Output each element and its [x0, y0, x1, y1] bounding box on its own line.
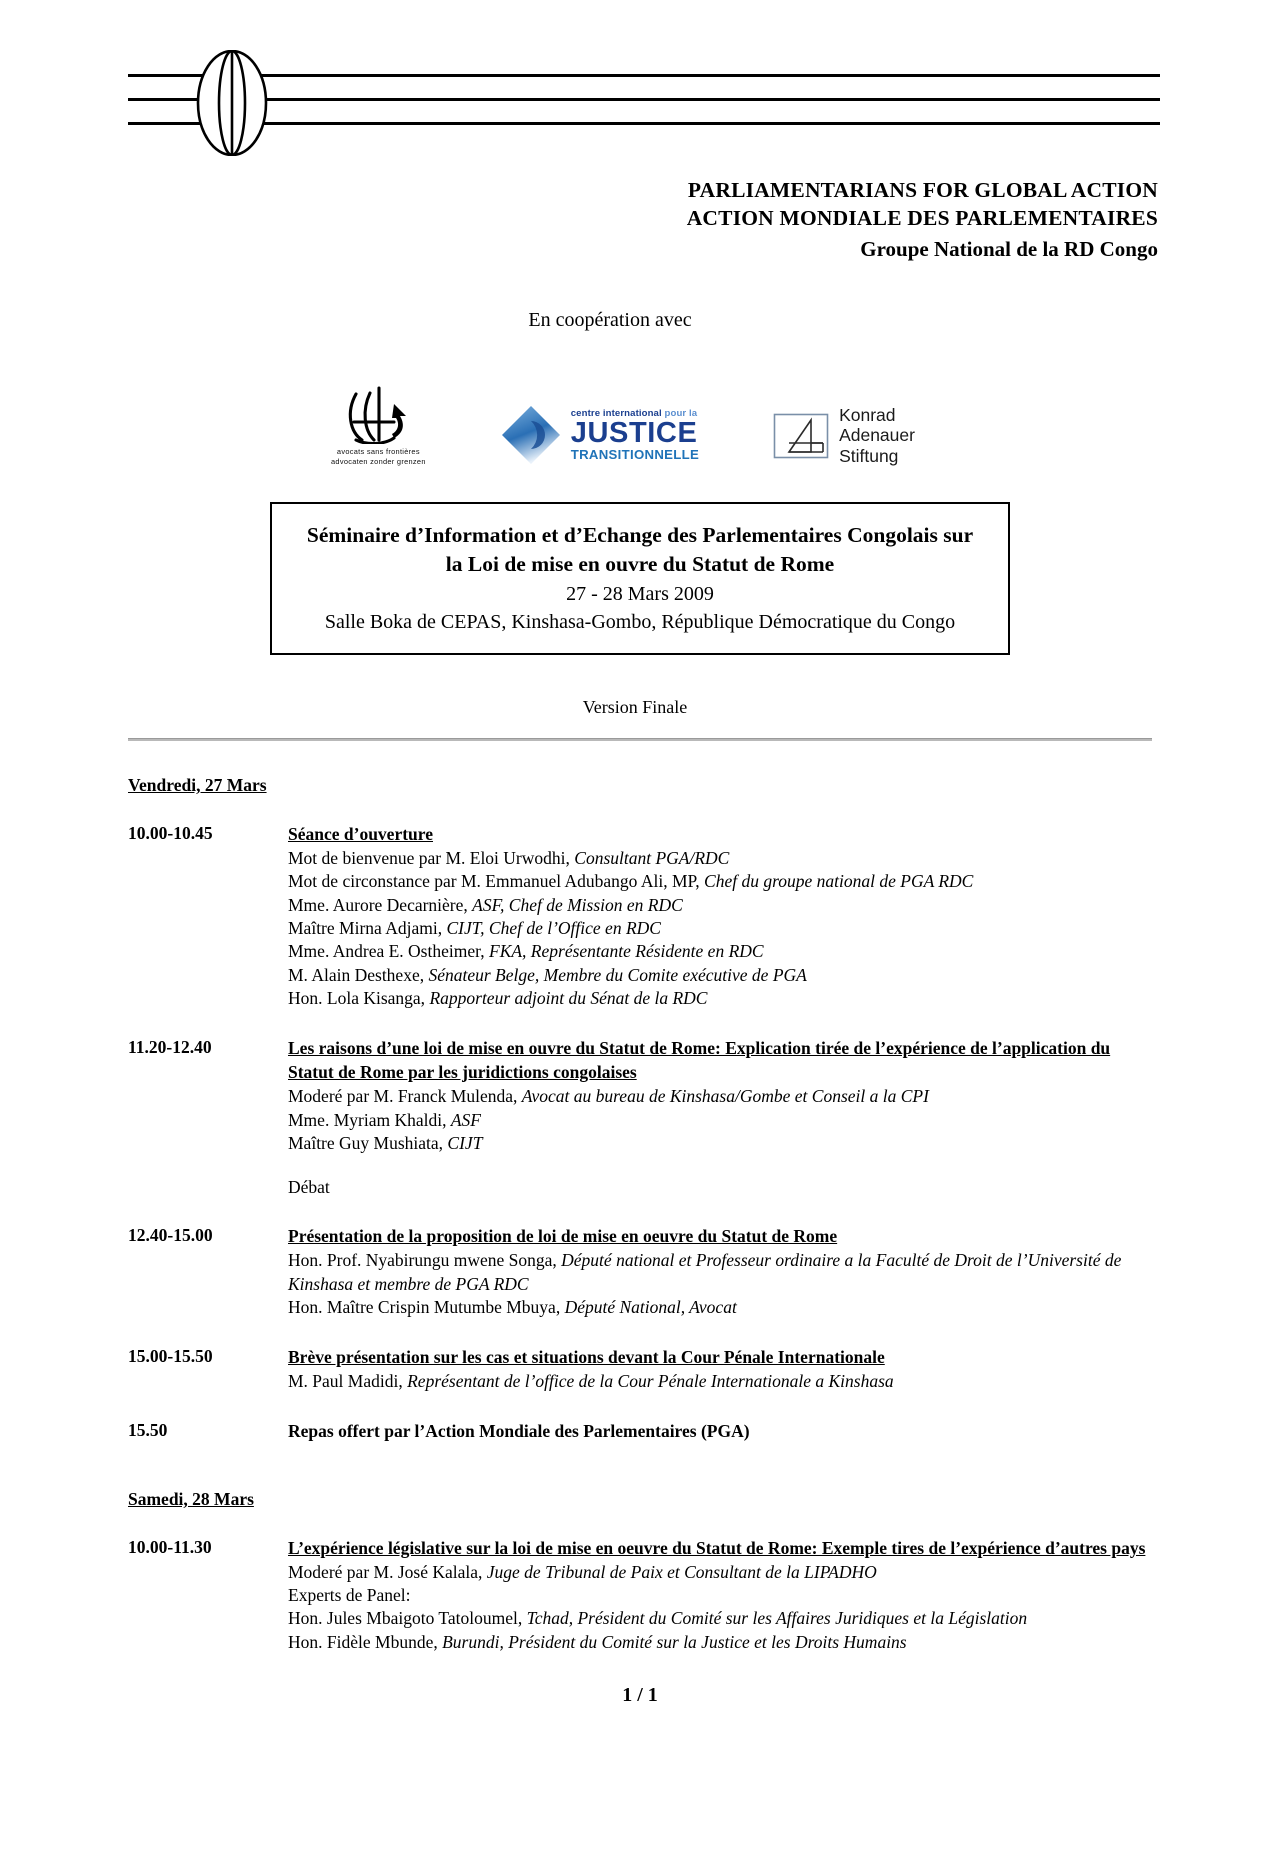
slot-line — [288, 964, 1152, 987]
slot-title: Séance d’ouverture — [288, 824, 433, 845]
slot-time: 15.50 — [128, 1420, 168, 1441]
slot-line-plain: Hon. Fidèle Mbunde, — [288, 1631, 443, 1652]
slot-body — [288, 822, 1152, 1010]
slot-line — [288, 1132, 1152, 1155]
slot-line — [288, 1109, 1152, 1132]
event-title-line-2: la Loi de mise en ouvre du Statut de Rome — [445, 552, 835, 577]
partner-logo-ictj — [500, 404, 699, 466]
slot-line-role: FKA, Représentante Résidente en RDC — [489, 941, 764, 962]
slot-line-role: CIJT, Chef de l’Office en RDC — [446, 918, 661, 938]
document-page — [0, 52, 1280, 1864]
slot-line-plain: Moderé par M. José Kalala, — [288, 1561, 487, 1582]
slot-line-plain: M. Paul Madidi, — [288, 1371, 408, 1392]
agenda-slot — [128, 822, 1152, 1010]
slot-title: Les raisons d’une loi de mise en ouvre du Statut de Rome: Explication tirée de l’expérience de l’application du Statut de Rome par les juridictions congolaises — [288, 1038, 1111, 1083]
org-national-group: Groupe National de la RD Congo — [860, 236, 1158, 261]
ictj-subwordmark: TRANSITIONNELLE — [570, 447, 700, 463]
globe-icon — [196, 50, 268, 156]
partner-logo-asf — [331, 382, 426, 467]
slot-line-role: Consultant PGA/RDC — [574, 848, 730, 869]
ictj-diamond-icon — [500, 404, 562, 466]
event-title-box — [270, 502, 1010, 655]
slot-line — [288, 870, 1152, 893]
slot-time: 11.20-12.40 — [128, 1037, 212, 1058]
agenda-slot — [128, 1036, 1152, 1198]
slot-extra: Débat — [288, 1177, 330, 1198]
slot-time: 10.00-11.30 — [128, 1536, 212, 1557]
kas-line-2: Adenauer — [839, 425, 915, 446]
partner-logos — [0, 366, 1280, 466]
slot-line-plain: Hon. Prof. Nyabirungu mwene Songa, — [288, 1250, 562, 1271]
slot-line-role: Avocat au bureau de Kinshasa/Gombe et Conseil a la CPI — [521, 1086, 929, 1107]
event-venue: Salle Boka de CEPAS, Kinshasa-Gombo, République Démocratique du Congo — [324, 611, 956, 634]
kas-triangle-icon — [773, 413, 829, 459]
header-rule-bottom — [128, 122, 1160, 125]
slot-body — [288, 1345, 1152, 1393]
asf-caption-nl: advocaten zonder grenzen — [331, 456, 426, 466]
slot-time: 10.00-10.45 — [128, 823, 213, 844]
asf-caption-fr: avocats sans frontières — [336, 446, 420, 456]
header-rules — [128, 74, 1160, 134]
slot-line — [288, 940, 1152, 963]
ictj-wordmark: JUSTICE — [570, 416, 698, 449]
slot-line-plain: Hon. Maître Crispin Mutumbe Mbuya, — [288, 1296, 565, 1317]
slot-line — [288, 1249, 1152, 1296]
slot-line-plain: Hon. Lola Kisanga, — [288, 987, 430, 1008]
kas-line-1: Konrad — [839, 404, 896, 425]
section-divider — [128, 738, 1152, 741]
partner-logo-kas — [773, 405, 915, 467]
header-rule-top — [128, 74, 1160, 77]
slot-line — [288, 917, 1152, 940]
slot-title: Repas offert par l’Action Mondiale des Parlementaires (PGA) — [288, 1421, 750, 1442]
slot-line-plain: Mot de bienvenue par M. Eloi Urwodhi, — [288, 848, 575, 869]
agenda-slot — [128, 1224, 1152, 1319]
slot-line-role: ASF, Chef de Mission en RDC — [472, 894, 683, 915]
slot-line — [288, 1296, 1152, 1319]
ictj-tagline-b: pour la — [661, 407, 698, 419]
slot-line — [288, 1561, 1152, 1584]
slot-line-plain: Hon. Jules Mbaigoto Tatoloumel, — [288, 1608, 527, 1629]
slot-title: Présentation de la proposition de loi de mise en oeuvre du Statut de Rome — [288, 1226, 838, 1247]
org-name-english: PARLIAMENTARIANS FOR GLOBAL ACTION — [687, 178, 1158, 202]
slot-line — [288, 1607, 1152, 1630]
kas-line-3: Stiftung — [839, 445, 899, 466]
slot-title: L’expérience législative sur la loi de mise en oeuvre du Statut de Rome: Exemple tires de l’expérience d’autres pays — [288, 1537, 1146, 1558]
slot-line-plain: Moderé par M. Franck Mulenda, — [288, 1086, 522, 1107]
day-heading: Samedi, 28 Mars — [128, 1488, 254, 1509]
event-dates: 27 - 28 Mars 2009 — [566, 583, 714, 606]
document-header — [128, 52, 1160, 172]
slot-line-plain: Maître Guy Mushiata, — [288, 1132, 448, 1153]
slot-line-plain: Mot de circonstance par M. Emmanuel Adubango Ali, MP, — [288, 871, 705, 892]
slot-body — [288, 1224, 1152, 1319]
org-name-french: ACTION MONDIALE DES PARLEMENTAIRES — [686, 206, 1158, 231]
slot-line-plain: Mme. Aurore Decarnière, — [288, 894, 473, 915]
asf-caption — [331, 447, 426, 467]
slot-line-role: CIJT — [447, 1132, 483, 1153]
slot-time: 15.00-15.50 — [128, 1346, 213, 1367]
slot-line-role: ASF — [450, 1109, 481, 1130]
slot-line-plain: Mme. Andrea E. Ostheimer, — [288, 941, 489, 962]
slot-line — [288, 894, 1152, 917]
kas-wordmark — [839, 405, 915, 467]
slot-title: Brève présentation sur les cas et situations devant la Cour Pénale Internationale — [288, 1347, 885, 1368]
slot-time: 12.40-15.00 — [128, 1225, 213, 1246]
slot-line-role: Juge de Tribunal de Paix et Consultant de la LIPADHO — [486, 1561, 877, 1582]
slot-line-role: Député National, Avocat — [564, 1296, 737, 1317]
slot-line-role: Sénateur Belge, Membre du Comite exécutive de PGA — [428, 964, 807, 985]
version-label: Version Finale — [582, 697, 688, 718]
slot-line — [288, 1085, 1152, 1108]
slot-line-plain: Experts de Panel: — [288, 1585, 411, 1606]
header-rule-middle — [128, 98, 1160, 101]
page-number: 1 / 1 — [622, 1683, 658, 1706]
slot-line-role: Burundi, Président du Comité sur la Justice et les Droits Humains — [442, 1631, 907, 1652]
asf-globe-arrow-icon — [332, 382, 424, 444]
day-heading: Vendredi, 27 Mars — [128, 775, 267, 796]
slot-line-role: Tchad, Président du Comité sur les Affaires Juridiques et la Législation — [526, 1608, 1028, 1629]
slot-line-role: Représentant de l’office de la Cour Pénale Internationale a Kinshasa — [407, 1371, 894, 1392]
slot-line — [288, 1631, 1152, 1654]
slot-line — [288, 1370, 1152, 1393]
slot-line-plain: M. Alain Desthexe, — [288, 964, 429, 985]
ictj-tagline-a: centre international — [570, 407, 662, 419]
agenda-slot — [128, 1345, 1152, 1393]
slot-body — [288, 1036, 1152, 1198]
agenda-slot — [128, 1419, 1152, 1444]
slot-line — [288, 1584, 1152, 1607]
slot-line-role: Chef du groupe national de PGA RDC — [704, 871, 974, 892]
slot-line-role: Député national et Professeur ordinaire a la Faculté de Droit de l’Université de Kinshasa et membre de PGA RDC — [288, 1250, 1122, 1294]
slot-line-role: Rapporteur adjoint du Sénat de la RDC — [429, 987, 708, 1008]
event-title-line-1: Séminaire d’Information et d’Echange des Parlementaires Congolais sur — [306, 523, 974, 548]
slot-body — [288, 1419, 1152, 1444]
slot-line — [288, 847, 1152, 870]
agenda — [128, 775, 1152, 1654]
agenda-slot — [128, 1536, 1152, 1654]
slot-line — [288, 987, 1152, 1010]
slot-line-plain: Mme. Myriam Khaldi, — [288, 1109, 451, 1130]
cooperation-label: En coopération avec — [528, 309, 692, 332]
slot-line-plain: Maître Mirna Adjami, — [288, 918, 447, 938]
slot-body — [288, 1536, 1152, 1654]
organization-titles — [0, 176, 1158, 263]
